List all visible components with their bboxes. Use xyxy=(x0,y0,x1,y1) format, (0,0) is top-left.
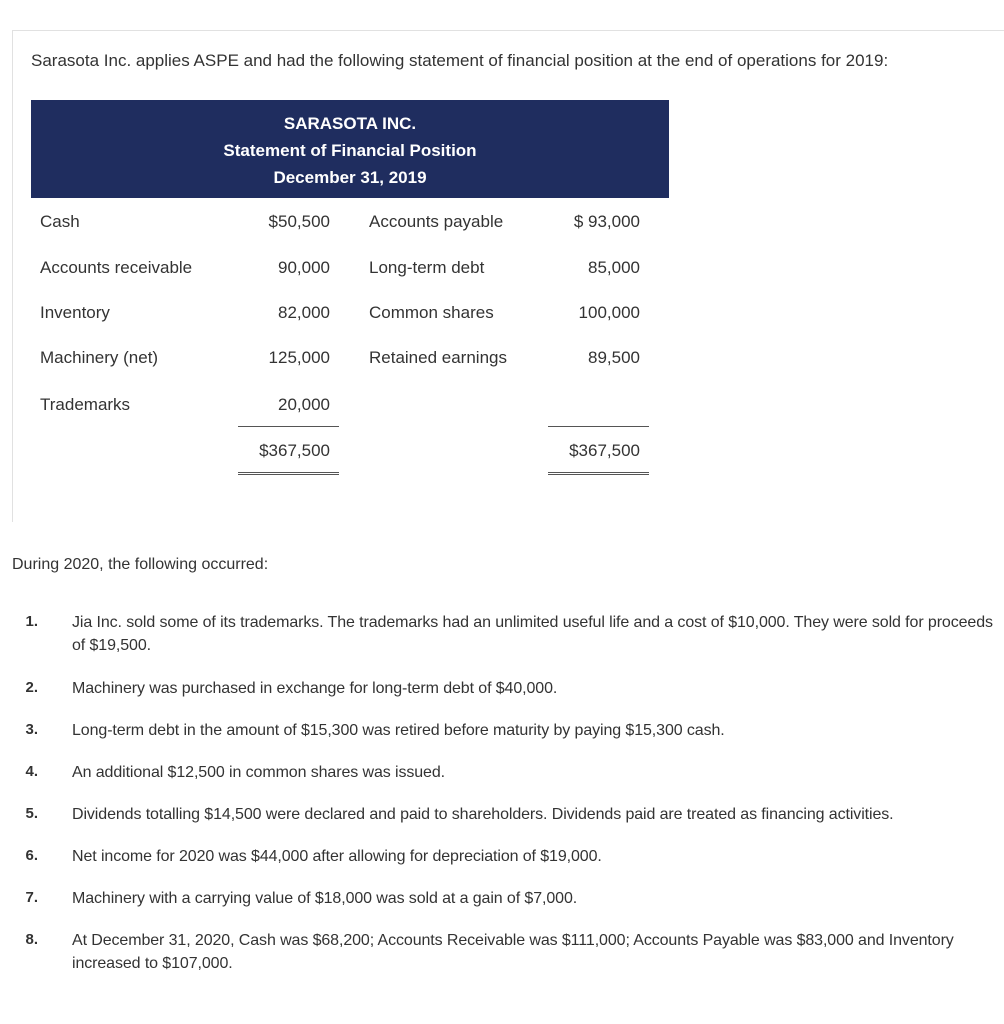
asset-label: Accounts receivable xyxy=(40,258,193,277)
liability-value: $ 93,000 xyxy=(573,212,640,231)
asset-label: Inventory xyxy=(40,303,110,322)
asset-value: 20,000 xyxy=(278,395,330,414)
event-text: Dividends totalling $14,500 were declared and paid to shareholders. Dividends paid are treated as financing activities. xyxy=(72,806,894,823)
event-number: 3. xyxy=(25,721,38,738)
asset-value: $50,500 xyxy=(268,212,330,231)
event-number: 2. xyxy=(25,679,38,696)
liability-value: 85,000 xyxy=(588,258,640,277)
event-text: An additional $12,500 in common shares was issued. xyxy=(72,764,446,781)
statement-date: December 31, 2019 xyxy=(273,168,427,187)
event-text: Long-term debt in the amount of $15,300 was retired before maturity by paying $15,300 cash. xyxy=(72,722,725,739)
liabilities-subtotal-rule xyxy=(548,426,649,427)
asset-label: Trademarks xyxy=(40,395,131,414)
during-intro: During 2020, the following occurred: xyxy=(12,556,269,573)
assets-total-double-rule xyxy=(238,472,339,475)
intro-text: Sarasota Inc. applies ASPE and had the following statement of financial position at the end of operations for 2019: xyxy=(31,51,889,70)
liabilities-total-double-rule xyxy=(548,472,649,475)
total-assets: $367,500 xyxy=(259,441,330,460)
company-name: SARASOTA INC. xyxy=(283,114,417,133)
equity-value: 100,000 xyxy=(578,303,640,322)
event-number: 8. xyxy=(25,931,38,948)
equity-label: Common shares xyxy=(369,303,494,322)
statement-title: Statement of Financial Position xyxy=(223,141,477,160)
event-text: At December 31, 2020, Cash was $68,200; Accounts Receivable was $111,000; Accounts Payable was $83,000 and Inventory increased to $107,000. xyxy=(72,932,954,972)
liability-label: Accounts payable xyxy=(369,212,504,231)
asset-label: Cash xyxy=(40,212,80,231)
event-text: Machinery with a carrying value of $18,000 was sold at a gain of $7,000. xyxy=(72,890,578,907)
event-number: 1. xyxy=(25,613,38,630)
statement-header xyxy=(31,100,669,198)
assets-subtotal-rule xyxy=(238,426,339,427)
event-text: Jia Inc. sold some of its trademarks. The trademarks had an unlimited useful life and a cost of $10,000. They were sold for proceeds of $19,500. xyxy=(72,614,993,654)
asset-label: Machinery (net) xyxy=(40,348,159,367)
asset-value: 90,000 xyxy=(278,258,330,277)
event-number: 6. xyxy=(25,847,38,864)
asset-value: 125,000 xyxy=(268,348,330,367)
event-text: Machinery was purchased in exchange for long-term debt of $40,000. xyxy=(72,680,558,697)
asset-value: 82,000 xyxy=(278,303,330,322)
event-number: 5. xyxy=(25,805,38,822)
liability-label: Long-term debt xyxy=(369,258,485,277)
event-number: 7. xyxy=(25,889,38,906)
event-number: 4. xyxy=(25,763,38,780)
total-liabilities-equity: $367,500 xyxy=(569,441,640,460)
equity-value: 89,500 xyxy=(588,348,640,367)
event-text: Net income for 2020 was $44,000 after allowing for depreciation of $19,000. xyxy=(72,848,602,865)
equity-label: Retained earnings xyxy=(369,348,507,367)
